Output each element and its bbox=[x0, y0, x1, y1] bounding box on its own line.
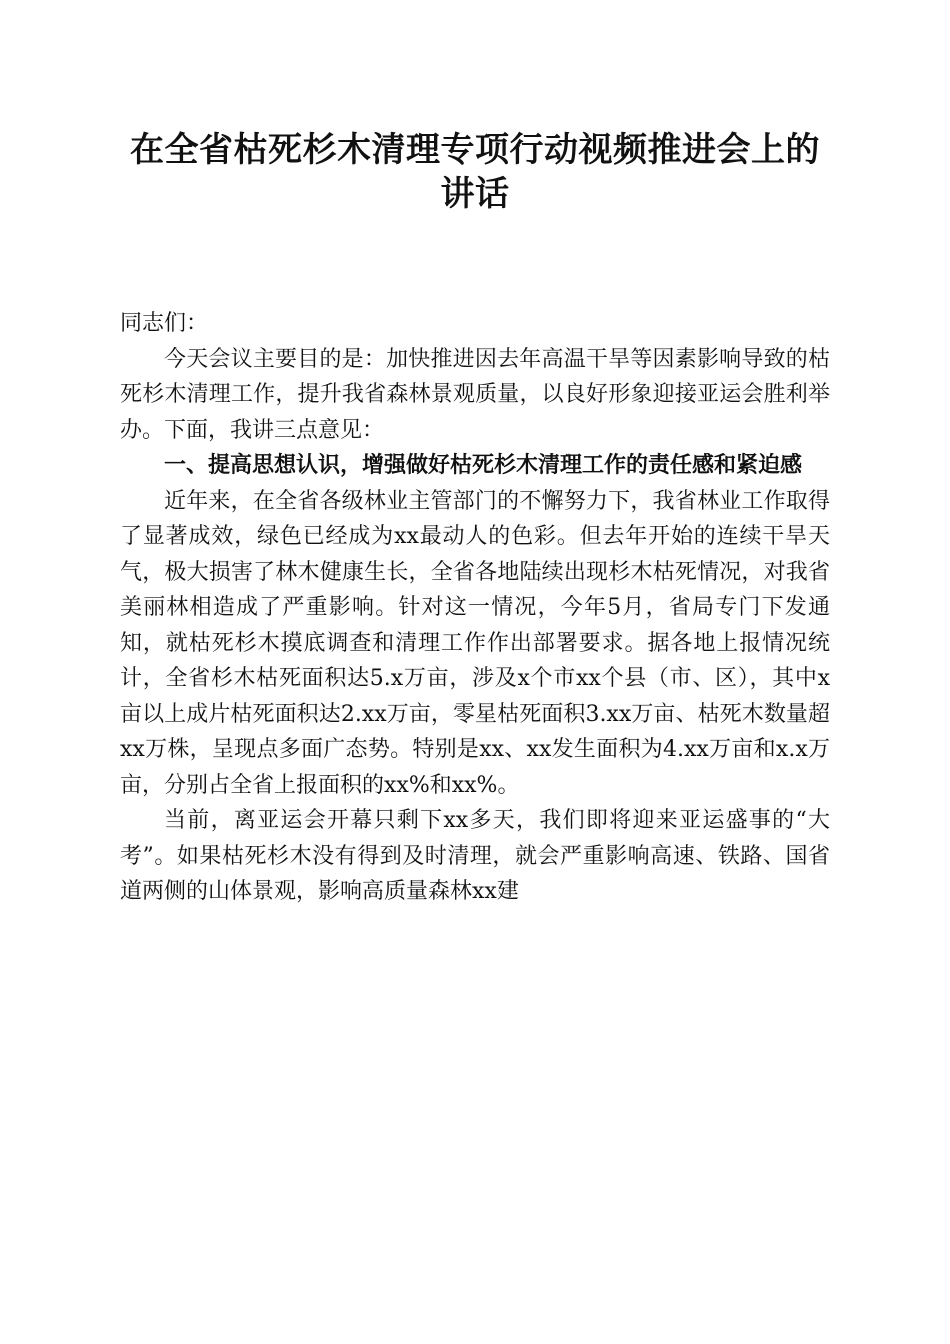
salutation: 同志们： bbox=[120, 311, 209, 336]
document-page bbox=[120, 128, 830, 910]
paragraph-intro: 今天会议主要目的是：加快推进因去年高温干旱等因素影响导致的枯死杉木清理工作，提升我省森林景观质量，以良好形象迎接亚运会胜利举办。下面，我讲三点意见： bbox=[120, 346, 830, 443]
section-heading-1: 一、提高思想认识，增强做好枯死杉木清理工作的责任感和紧迫感 bbox=[164, 453, 803, 478]
title-line-1: 在全省枯死杉木清理专项行动视频推进会上的 bbox=[130, 130, 820, 170]
document-title bbox=[120, 128, 830, 216]
title-line-2: 讲话 bbox=[440, 174, 510, 214]
paragraph-current: 当前，离亚运会开幕只剩下xx多天，我们即将迎来亚运盛事的“大考”。如果枯死杉木没有得到及时清理，就会严重影响高速、铁路、国省道两侧的山体景观，影响高质量森林xx建 bbox=[120, 808, 830, 904]
paragraph-background: 近年来，在全省各级林业主管部门的不懈努力下，我省林业工作取得了显著成效，绿色已经成为xx最动人的色彩。但去年开始的连续干旱天气，极大损害了林木健康生长，全省各地陆续出现杉木枯死情况，对我省美丽林相造成了严重影响。针对这一情况，今年5月，省局专门下发通知，就枯死杉木摸底调查和清理工作作出部署要求。据各地上报情况统计，全省杉木枯死面积达5.x万亩，涉及x个市xx个县（市、区），其中x亩以上成片枯死面积达2.xx万亩，零星枯死面积3.xx万亩、枯死木数量超xx万株，呈现点多面广态势。特别是xx、xx发生面积为4.xx万亩和x.x万亩，分别占全省上报面积的xx%和xx%。 bbox=[120, 488, 830, 798]
